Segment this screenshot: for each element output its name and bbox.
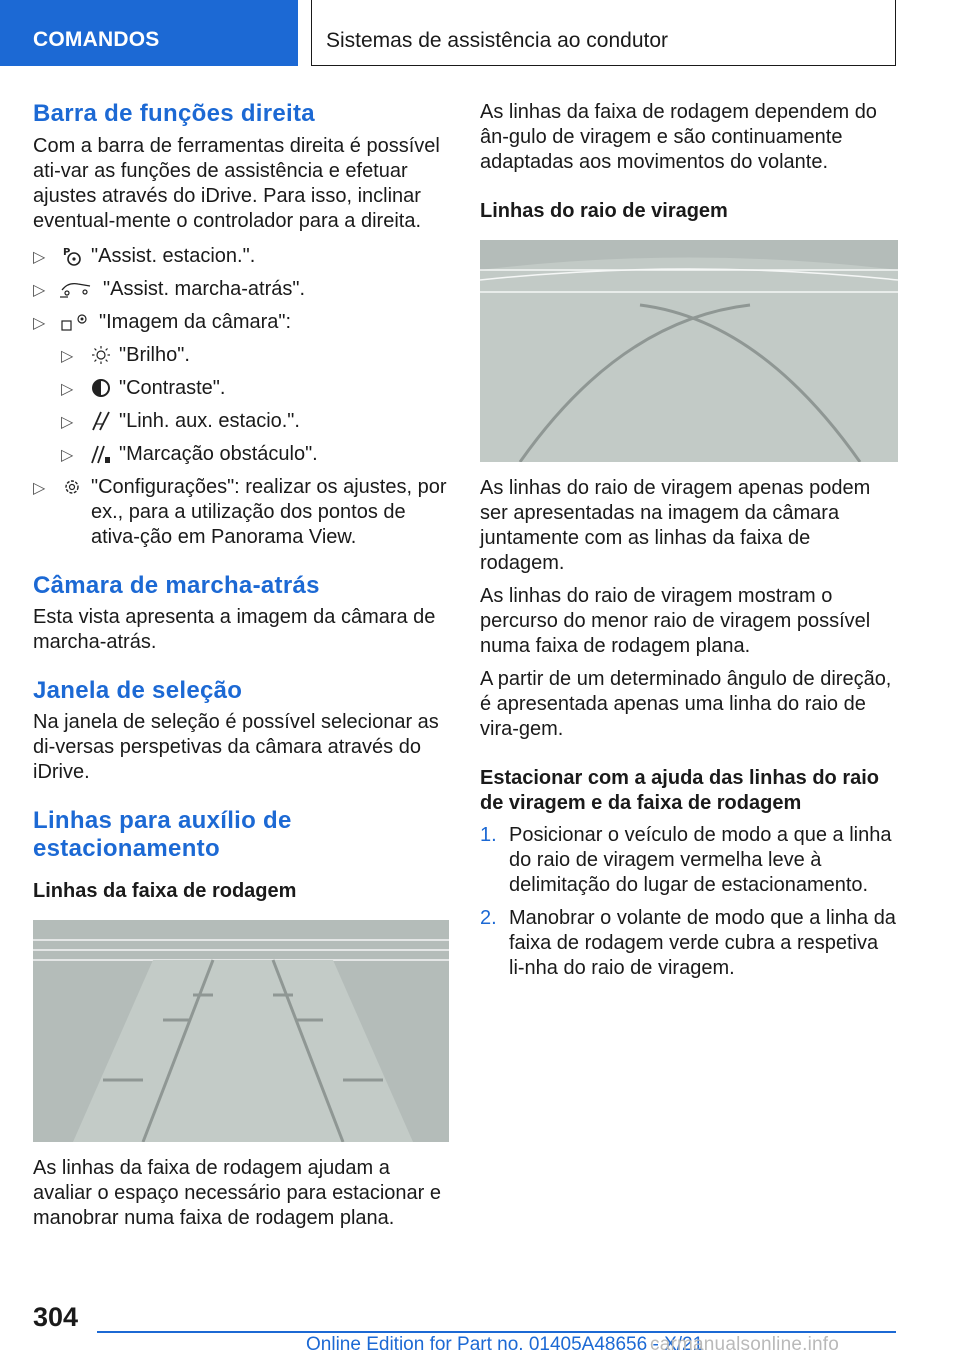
para-barra: Com a barra de ferramentas direita é possível ati-var as funções de assistência e efetuar ajustes através do iDrive. Para isso, inclinar eventual-mente o controlador para a direita. [33, 135, 440, 232]
reverse-assist-icon [58, 278, 96, 300]
subheading-estacionar: Estacionar com a ajuda das linhas do raio de viragem e da faixa de rodagem [480, 767, 880, 814]
bullet-text: "Configurações": realizar os ajustes, por ex., para a utilização dos pontos de ativa-ção em Panorama View. [91, 476, 447, 548]
step-number: 2. [480, 907, 497, 929]
bullet-triangle-icon: ▷ [33, 282, 46, 299]
bullet-triangle-icon: ▷ [33, 315, 46, 332]
step-text: Manobrar o volante de modo que a linha da faixa de rodagem verde cubra a respetiva li-nha do raio de viragem. [509, 907, 896, 979]
subbullet-text: "Brilho". [119, 344, 190, 366]
turning-radius-image [480, 240, 898, 462]
bullet-reverse-assist [33, 277, 449, 302]
step-text: Posicionar o veículo de modo a que a linha do raio de viragem vermelha leve à delimitação do lugar de estacionamento. [509, 824, 892, 896]
subbullet-text: "Marcação obstáculo". [119, 443, 318, 465]
subbullet-text: "Linh. aux. estacio.". [119, 410, 300, 432]
subbullet-contrast [33, 376, 449, 401]
contrast-icon [89, 377, 113, 399]
footer-edition: Online Edition for Part no. 01405A48656 - X/21 [306, 1334, 704, 1355]
chapter-header [311, 0, 896, 66]
section-title: COMANDOS [33, 28, 160, 51]
bullet-camera-image [33, 310, 449, 335]
right-column [480, 100, 898, 981]
subbullet-obstacle [33, 442, 449, 467]
para-raio-3: A partir de um determinado ângulo de direção, é apresentada apenas uma linha do raio de vira-gem. [480, 668, 892, 740]
bullet-settings [33, 475, 449, 550]
heading-barra: Barra de funções direita [33, 100, 315, 127]
chapter-title: Sistemas de assistência ao condutor [326, 29, 669, 52]
brightness-icon [89, 344, 113, 366]
para-faixa: As linhas da faixa de rodagem ajudam a avaliar o espaço necessário para estacionar e manobrar numa faixa de rodagem plana. [33, 1157, 442, 1229]
page-number: 304 [33, 1302, 79, 1332]
bullet-triangle-icon: ▷ [61, 381, 74, 398]
para-raio-2: As linhas do raio de viragem mostram o percurso do menor raio de viragem possível numa faixa de rodagem plana. [480, 585, 871, 657]
bullet-triangle-icon: ▷ [33, 480, 46, 497]
subbullet-brightness [33, 343, 449, 368]
footer-watermark: carmanualsonline.info [650, 1334, 840, 1355]
lane-lines-illustration [33, 920, 449, 1142]
heading-linhas: Linhas para auxílio de estacionamento [33, 807, 292, 862]
bullet-triangle-icon: ▷ [61, 414, 74, 431]
bullet-triangle-icon: ▷ [61, 348, 74, 365]
subheading-faixa: Linhas da faixa de rodagem [33, 880, 297, 902]
subbullet-text: "Contraste". [119, 377, 226, 399]
subheading-raio: Linhas do raio de viragem [480, 200, 728, 222]
turning-radius-illustration [480, 240, 898, 462]
bullet-triangle-icon: ▷ [61, 447, 74, 464]
bullet-park-assist [33, 244, 449, 269]
svg-text:P: P [63, 247, 71, 258]
obstacle-marking-icon [89, 443, 113, 465]
step-1 [480, 823, 898, 898]
parking-lines-icon [89, 410, 113, 432]
para-janela: Na janela de seleção é possível selecionar as di-versas perspetivas da câmara através do iDrive. [33, 711, 439, 783]
lane-lines-image [33, 920, 449, 1142]
step-2 [480, 906, 898, 981]
para-intro: As linhas da faixa de rodagem dependem do ân-gulo de viragem e são continuamente adaptadas aos movimentos do volante. [480, 101, 877, 173]
para-raio-1: As linhas do raio de viragem apenas podem ser apresentadas na imagem da câmara juntamente com as linhas da faixa de rodagem. [480, 477, 871, 574]
footer-divider [97, 1331, 896, 1333]
bullet-text: "Assist. marcha-atrás". [103, 278, 306, 300]
step-number: 1. [480, 824, 497, 846]
bullet-triangle-icon: ▷ [33, 249, 46, 266]
park-assist-icon [60, 245, 84, 267]
camera-settings-icon [60, 311, 92, 333]
heading-janela: Janela de seleção [33, 677, 243, 704]
section-tab [0, 0, 298, 66]
bullet-text: "Assist. estacion.". [91, 245, 256, 267]
para-camara: Esta vista apresenta a imagem da câmara de marcha-atrás. [33, 606, 436, 653]
left-column [33, 100, 449, 1231]
settings-icon [60, 476, 84, 498]
subbullet-parking-lines [33, 409, 449, 434]
bullet-text: "Imagem da câmara": [99, 311, 292, 333]
heading-camara: Câmara de marcha-atrás [33, 572, 320, 599]
